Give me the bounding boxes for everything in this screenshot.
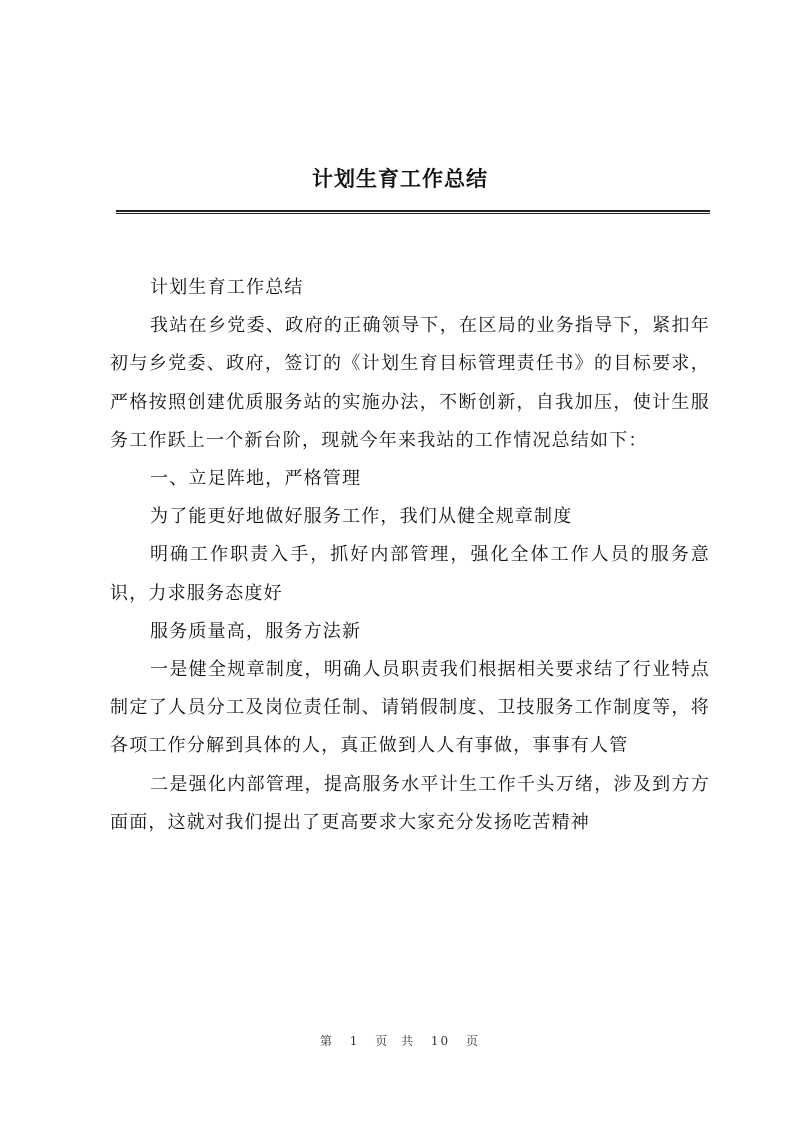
footer-suffix: 页 — [466, 1034, 481, 1048]
title-underline — [116, 210, 710, 214]
paragraph-heading: 计划生育工作总结 — [150, 277, 304, 298]
document-body — [110, 269, 710, 842]
section-heading: 一、立足阵地，严格管理 — [150, 468, 362, 490]
paragraph: 服务质量高，服务方法新 — [150, 620, 362, 642]
page-total: 10 — [430, 1034, 451, 1048]
paragraph: 一是健全规章制度，明确人员职责我们根据相关要求结了行业特点制定了人员分工及岗位责任制、请销假制度、卫技服务工作制度等，将各项工作分解到具体的人，真正做到人人有事做，事事有人管 — [110, 659, 710, 757]
footer-middle: 页 共 — [375, 1034, 416, 1048]
footer-prefix: 第 — [319, 1034, 334, 1048]
paragraph: 为了能更好地做好服务工作，我们从健全规章制度 — [150, 506, 573, 528]
page-number: 1 — [349, 1034, 360, 1048]
document-title: 计划生育工作总结 — [312, 167, 488, 191]
paragraph: 二是强化内部管理，提高服务水平计生工作千头万绪，涉及到方方面面，这就对我们提出了更高要求大家充分发扬吃苦精神 — [110, 773, 710, 833]
paragraph: 明确工作职责入手，抓好内部管理，强化全体工作人员的服务意识，力求服务态度好 — [110, 544, 710, 604]
paragraph-intro: 我站在乡党委、政府的正确领导下，在区局的业务指导下，紧扣年初与乡党委、政府，签订的《计划生育目标管理责任书》的目标要求，严格按照创建优质服务站的实施办法，不断创新，自我加压，使计生服务工作跃上一个新台阶，现就今年来我站的工作情况总结如下： — [110, 315, 710, 451]
page-footer — [0, 1032, 800, 1049]
